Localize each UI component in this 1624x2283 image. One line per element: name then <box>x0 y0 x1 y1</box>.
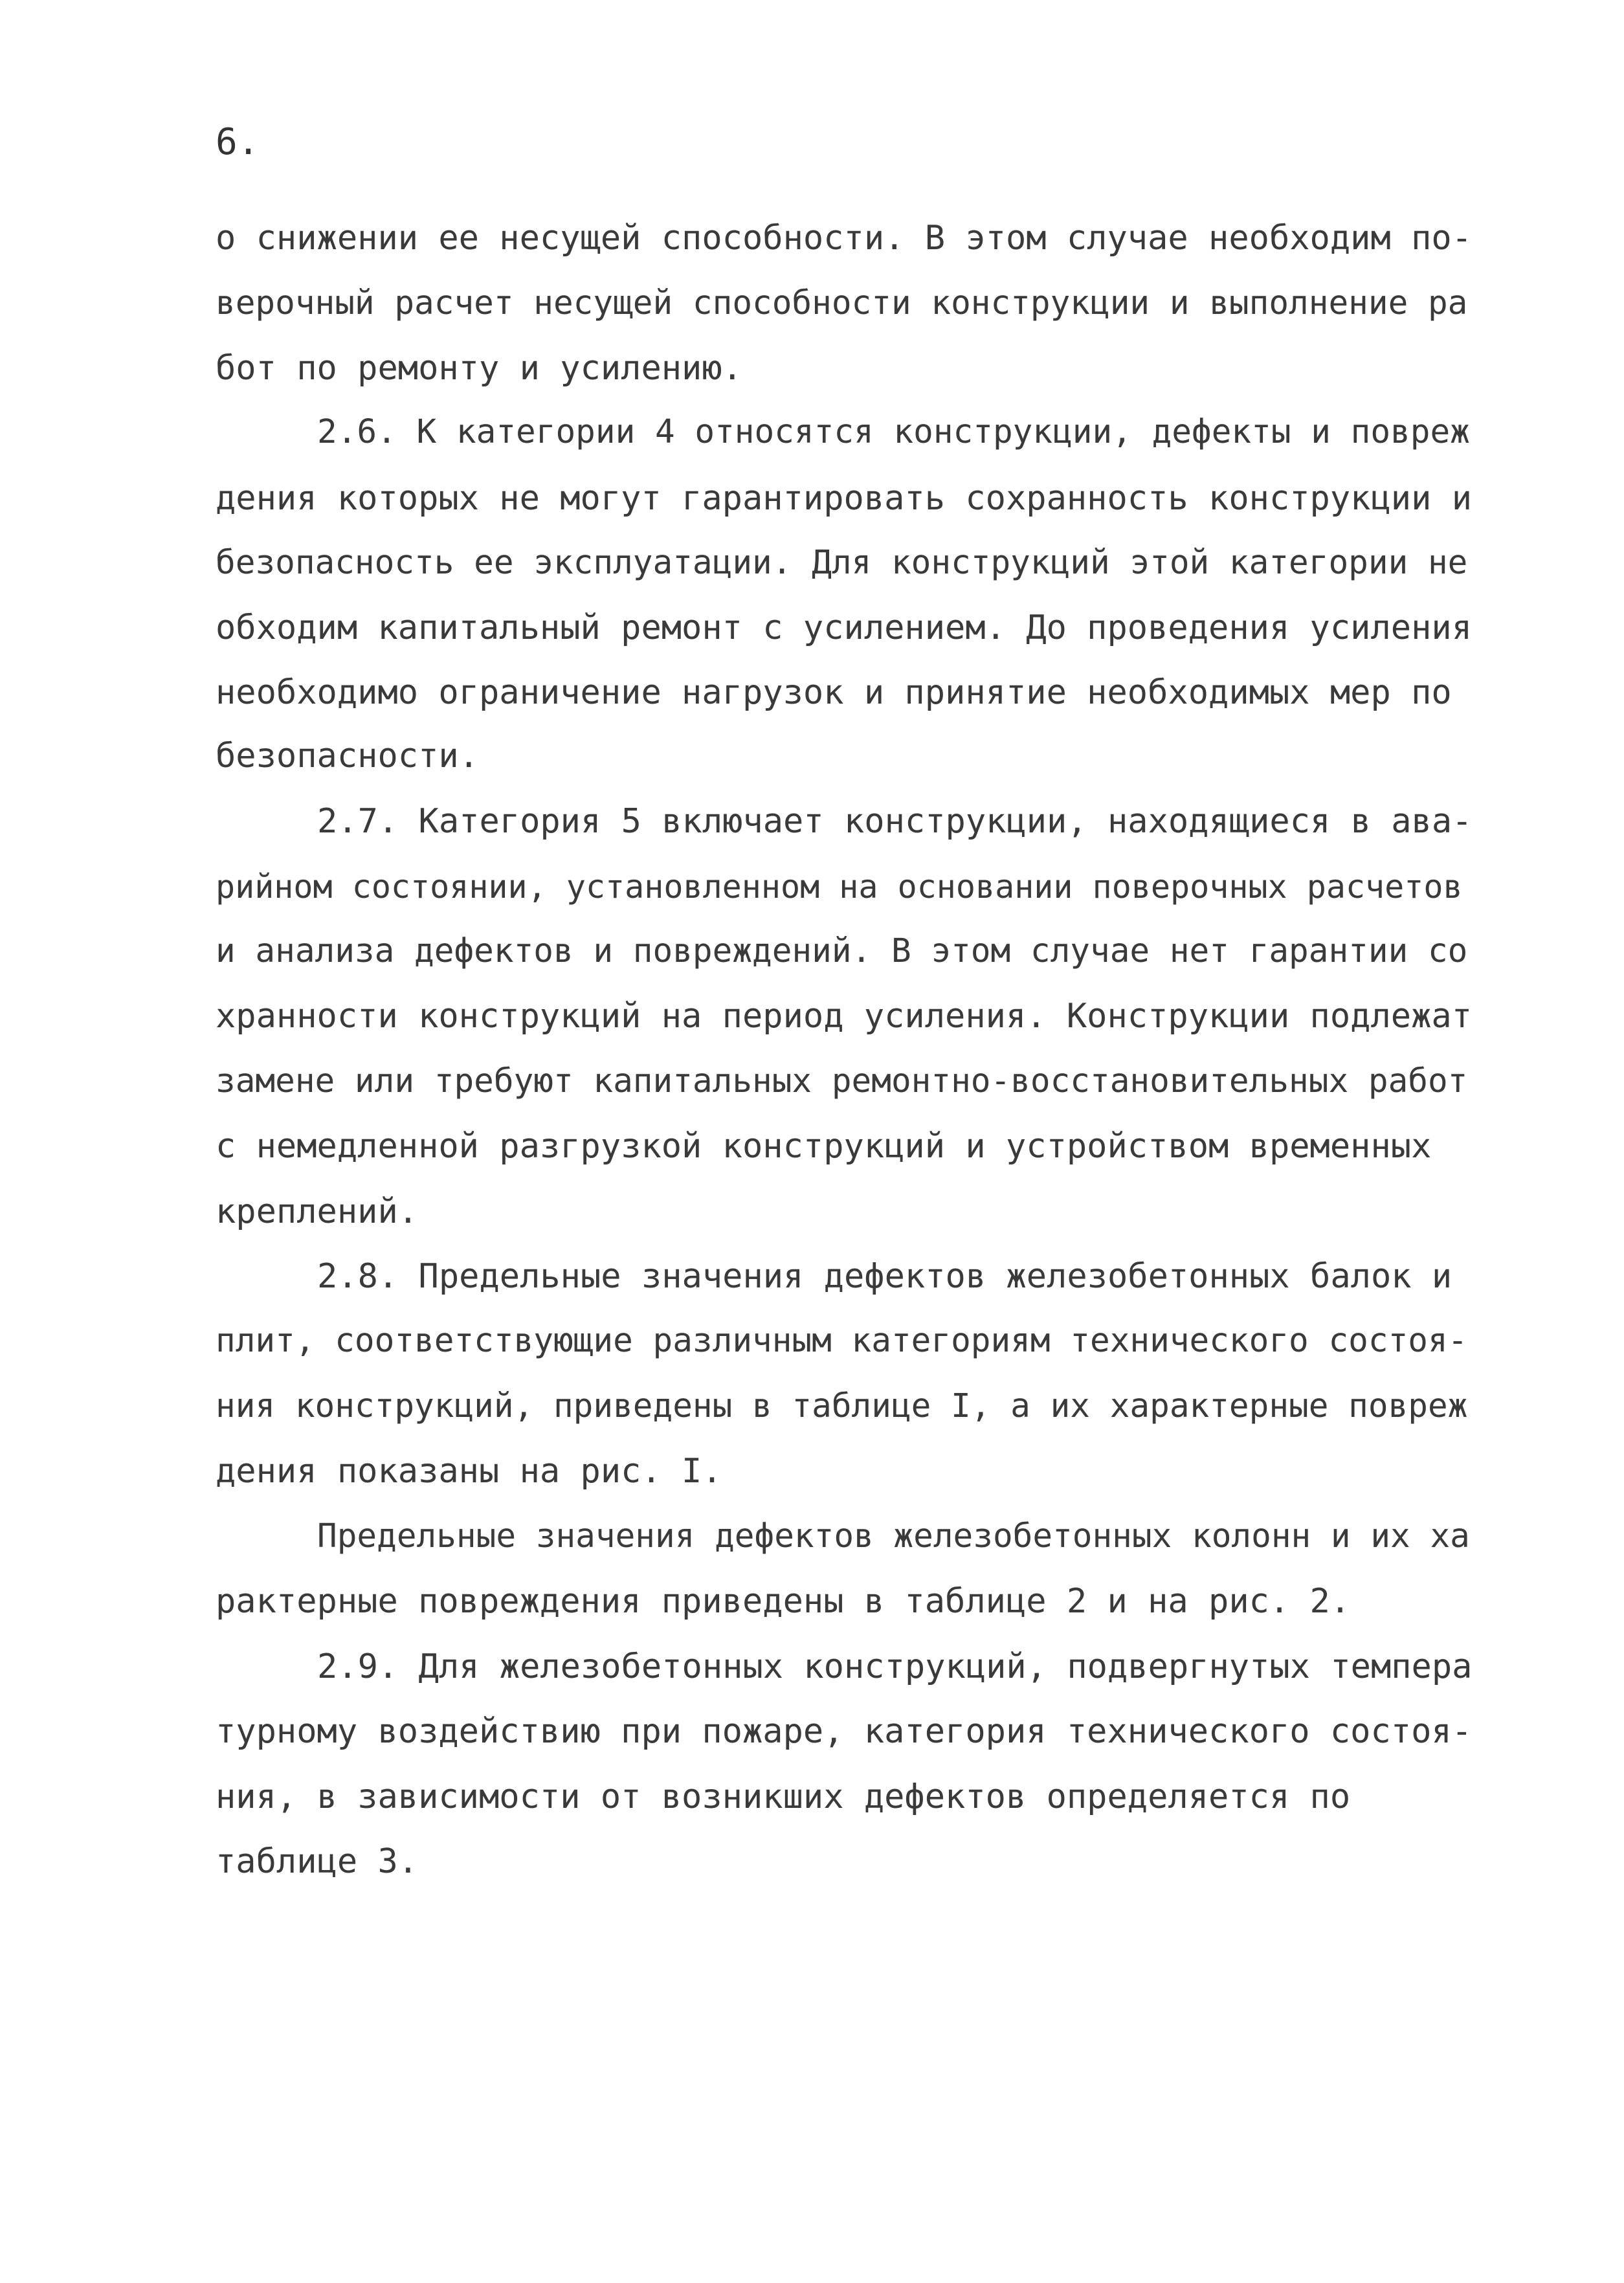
text-line-20: дения показаны на рис. I. <box>216 1452 722 1491</box>
page-number: 6. <box>216 121 260 163</box>
text-line-15: с немедленной разгрузкой конструкций и устройством временных <box>216 1127 1432 1166</box>
text-line-18: плит, соответствующие различным категориям технического состоя- <box>216 1322 1468 1360</box>
text-line-26: таблице 3. <box>216 1842 419 1881</box>
paragraph-columns-first-line: Предельные значения дефектов железобетонных колонн и их ха <box>317 1517 1470 1555</box>
text-line-14: замене или требуют капитальных ремонтно-восстановительных работ <box>216 1062 1468 1100</box>
text-line-5: дения которых не могут гарантировать сохранность конструкции и <box>216 479 1473 518</box>
paragraph-2-7-first-line: 2.7. Категория 5 включает конструкции, находящиеся в ава- <box>317 802 1473 841</box>
text-line-2: верочный расчет несущей способности конструкции и выполнение ра <box>216 284 1468 322</box>
text-line-1: о снижении ее несущей способности. В этом случае необходим по- <box>216 219 1473 258</box>
text-line-25: ния, в зависимости от возникших дефектов определяется по <box>216 1777 1351 1816</box>
text-line-24: турному воздействию при пожаре, категория технического состоя- <box>216 1712 1473 1751</box>
paragraph-2-8-first-line: 2.8. Предельные значения дефектов железобетонных балок и <box>317 1257 1452 1296</box>
text-line-22: рактерные повреждения приведены в таблице 2 и на рис. 2. <box>216 1582 1351 1621</box>
text-line-3: бот по ремонту и усилению. <box>216 349 742 388</box>
text-line-6: безопасность ее эксплуатации. Для конструкций этой категории не <box>216 544 1468 582</box>
text-line-13: хранности конструкций на период усиления. Конструкции подлежат <box>216 997 1473 1036</box>
paragraph-2-9-first-line: 2.9. Для железобетонных конструкций, подвергнутых темпера <box>317 1647 1473 1686</box>
text-line-19: ния конструкций, приведены в таблице I, а их характерные повреж <box>216 1387 1468 1425</box>
text-line-11: рийном состоянии, установленном на основании поверочных расчетов <box>216 868 1463 906</box>
paragraph-2-6-first-line: 2.6. К категории 4 относятся конструкции, дефекты и повреж <box>317 413 1470 451</box>
text-line-7: обходим капитальный ремонт с усилением. До проведения усиления <box>216 608 1473 647</box>
text-line-12: и анализа дефектов и повреждений. В этом случае нет гарантии со <box>216 932 1468 970</box>
text-line-16: креплений. <box>216 1192 419 1231</box>
text-line-8: необходимо ограничение нагрузок и принятие необходимых мер по <box>216 673 1452 712</box>
text-line-9: безопасности. <box>216 737 479 775</box>
